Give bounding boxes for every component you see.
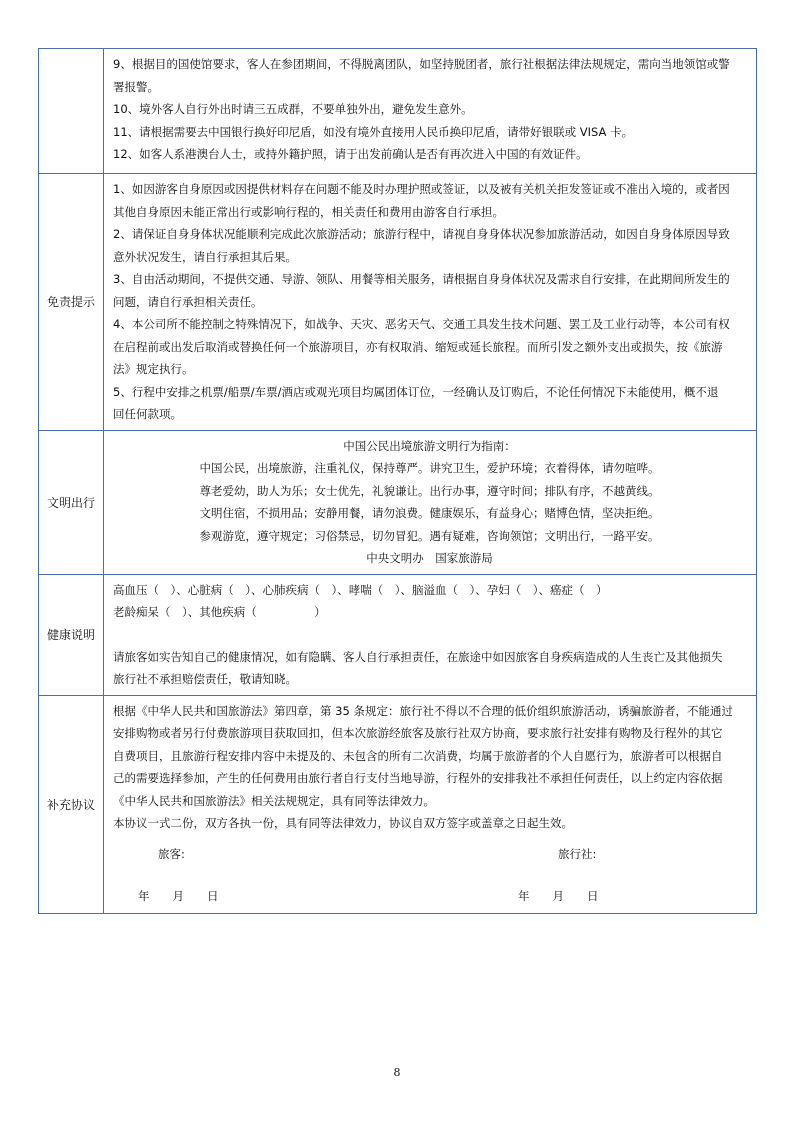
disclaimer-line: 2、请保证自身身体状况能顺利完成此次旅游活动；旅游行程中，请视自身身体状况参加旅游活动，如因自身身体原因导致	[113, 227, 730, 241]
civilized-signoff: 中央文明办 国家旅游局	[366, 551, 493, 565]
agency-date: 年 月 日	[518, 888, 599, 903]
notes-row	[39, 49, 757, 174]
health-content	[104, 574, 757, 695]
disclaimer-line: 在启程前或出发后取消或替换任何一个旅游项目，亦有权取消、缩短或延长旅程。而所引发之额外支出或损失，按《旅游	[113, 339, 723, 354]
health-line: 高血压（ ）、心脏病（ ）、心肺疾病（ ）、哮喘（ ）、脑溢血（ ）、孕妇（ ）、癌症（ ）	[113, 582, 608, 597]
health-row	[39, 574, 757, 695]
supplement-content	[104, 695, 757, 913]
supplement-line: 己的需要选择参加，产生的任何费用由旅行者自行支付当地导游，行程外的安排我社不承担任何责任，以上约定内容依据	[113, 771, 723, 785]
agency-signature-label: 旅行社:	[558, 846, 597, 861]
supplement-line: 《中华人民共和国旅游法》相关法规规定，具有同等法律效力。	[113, 793, 435, 808]
tourist-signature-label: 旅客:	[158, 846, 185, 861]
disclaimer-line: 法》规定执行。	[113, 362, 194, 376]
supplement-row	[39, 695, 757, 913]
disclaimer-line: 意外状况发生，请自行承担其后果。	[113, 249, 297, 264]
notes-line: 11、请根据需要去中国银行换好印尼盾，如没有境外直接用人民币换印尼盾，请带好银联或 VISA 卡。	[113, 124, 634, 139]
disclaimer-row	[39, 174, 757, 431]
civilized-line: 中国公民出境旅游文明行为指南：	[343, 438, 516, 453]
disclaimer-line: 4、本公司所不能控制之特殊情况下，如战争、天灾、恶劣天气、交通工具发生技术问题、罢工及工业行动等，本公司有权	[113, 317, 730, 331]
disclaimer-line: 5、行程中安排之机票/船票/车票/酒店或观光项目均属团体订位，一经确认及订购后，不论任何情况下未能使用，概不退	[113, 384, 719, 399]
supplement-line: 自费项目，且旅游行程安排内容中未提及的、未包含的所有二次消费，均属于旅游者的个人自愿行为，旅游者可以根据自	[113, 748, 723, 763]
civilized-label: 文明出行	[39, 430, 104, 574]
disclaimer-line: 3、自由活动期间，不提供交通、导游、领队、用餐等相关服务，请根据自身身体状况及需求自行安排，在此期间所发生的	[113, 272, 730, 286]
health-line: 旅行社不承担赔偿责任，敬请知晓。	[113, 672, 297, 686]
health-spacer	[113, 624, 746, 646]
civilized-content	[104, 430, 757, 574]
disclaimer-line: 1、如因游客自身原因或因提供材料存在问题不能及时办理护照或签证，以及被有关机关拒发签证或不准出入境的，或者因	[113, 182, 730, 196]
civilized-row	[39, 430, 757, 574]
supplement-line: 本协议一式二份，双方各执一份，具有同等法律效力，协议自双方签字或盖章之日起生效。	[113, 816, 573, 830]
notes-line: 10、境外客人自行外出时请三五成群，不要单独外出，避免发生意外。	[113, 102, 473, 116]
supplement-label: 补充协议	[39, 695, 104, 913]
civilized-line: 中国公民，出境旅游，注重礼仪，保持尊严。讲究卫生，爱护环境；衣着得体，请勿喧哗。	[199, 461, 660, 475]
civilized-line: 文明住宿，不损用品；安静用餐，请勿浪费。健康娱乐，有益身心；赌博色情，坚决拒绝。	[199, 506, 660, 520]
civilized-line: 参观游览，遵守规定；习俗禁忌，切勿冒犯。遇有疑难，咨询领馆；文明出行，一路平安。	[199, 528, 660, 543]
page-number: 8	[393, 1066, 401, 1079]
notes-line: 9、根据目的国使馆要求，客人在参团期间，不得脱离团队，如坚持脱团者，旅行社根据法律法规规定，需向当地领馆或警	[113, 57, 730, 71]
notes-line: 12、如客人系港澳台人士，或持外籍护照，请于出发前确认是否有再次进入中国的有效证件。	[113, 147, 588, 161]
notes-label	[39, 49, 104, 174]
civilized-line: 尊老爱幼，助人为乐；女士优先，礼貌谦让。出行办事，遵守时间；排队有序，不越黄线。	[199, 483, 660, 498]
disclaimer-line: 问题，请自行承担相关责任。	[113, 294, 263, 309]
health-label: 健康说明	[39, 574, 104, 695]
supplement-line: 根据《中华人民共和国旅游法》第四章，第 35 条规定：旅行社不得以不合理的低价组织旅游活动，诱骗旅游者，不能通过	[113, 703, 733, 718]
disclaimer-line: 回任何款项。	[113, 407, 182, 421]
disclaimer-content	[104, 174, 757, 431]
health-line: 请旅客如实告知自己的健康情况，如有隐瞒、客人自行承担责任，在旅途中如因旅客自身疾病造成的人生丧亡及其他损失	[113, 649, 723, 664]
agreement-table	[38, 48, 757, 914]
supplement-line: 安排购物或者另行付费旅游项目获取回扣，但本次旅游经旅客及旅行社双方协商，要求旅行社安排有购物及行程外的其它	[113, 726, 723, 740]
signature-row	[113, 843, 746, 865]
notes-content	[104, 49, 757, 174]
health-line: 老龄痴呆（ ）、其他疾病（ ）	[113, 605, 326, 619]
disclaimer-line: 其他自身原因未能正常出行或影响行程的，相关责任和费用由游客自行承担。	[113, 204, 504, 219]
date-row	[113, 885, 746, 907]
disclaimer-label: 免责提示	[39, 174, 104, 431]
tourist-date: 年 月 日	[138, 888, 219, 903]
notes-line: 署报警。	[113, 79, 159, 94]
